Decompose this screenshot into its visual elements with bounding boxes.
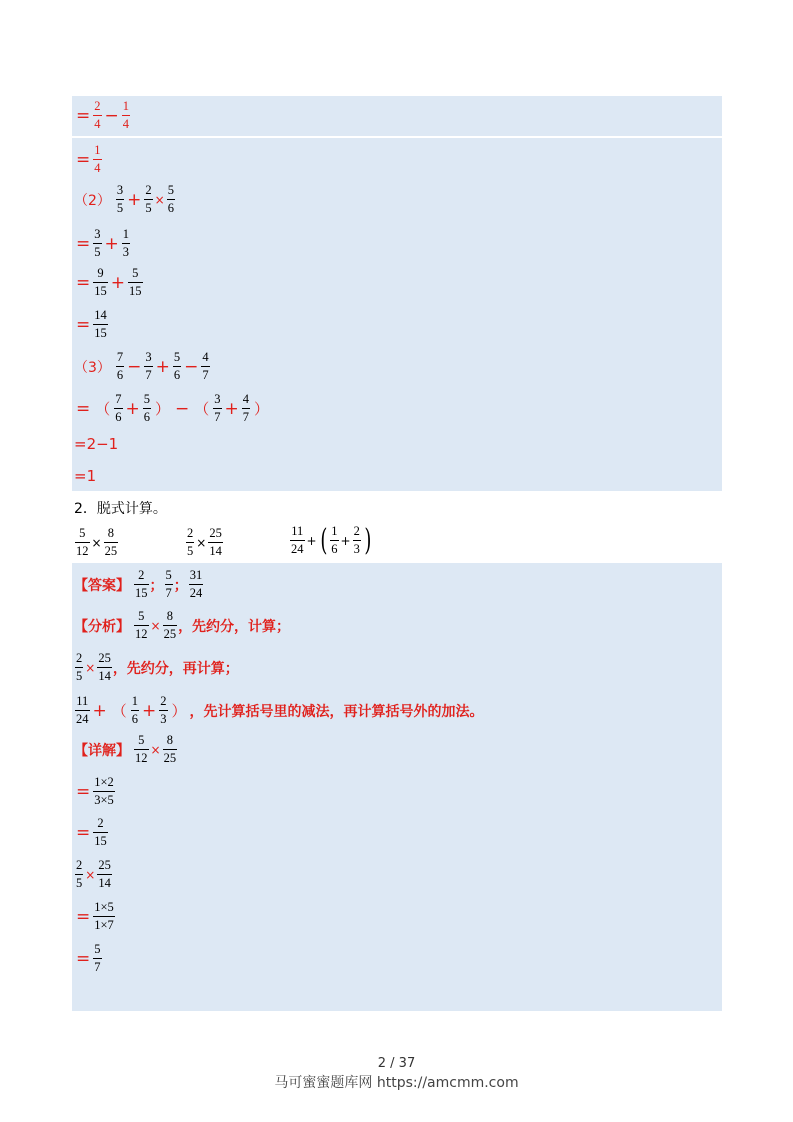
fraction: $\frac{1}{4}$ (94, 143, 101, 175)
equals-sign: = (76, 272, 91, 293)
step-line (74, 350, 211, 383)
fraction: $\frac{8}{25}$ (163, 733, 177, 765)
fraction: $\frac{5}{12}$ (135, 609, 148, 641)
fraction: $\frac{1}{4}$ (122, 99, 129, 131)
site-watermark[interactable]: 马可蜜蜜题库网 https://amcmm.com (274, 1075, 519, 1091)
step-line (74, 775, 116, 808)
fraction: $\frac{4}{7}$ (242, 392, 250, 424)
step-line (74, 266, 144, 299)
left-paren: （ (95, 400, 111, 418)
operator: × (150, 742, 161, 757)
operator: × (154, 192, 165, 207)
operator: − (175, 398, 190, 419)
question-expression-3 (289, 524, 374, 557)
question-heading: 2．脱式计算。 (74, 501, 167, 517)
step-line (74, 900, 116, 933)
fraction: $\frac{1}{6}$ (131, 694, 139, 726)
operator: + (127, 189, 142, 210)
operator: × (196, 535, 207, 550)
fraction: $\frac{1}{3}$ (122, 227, 129, 259)
right-paren: ） (171, 702, 187, 720)
step-line (74, 392, 272, 425)
fraction: $\frac{4}{7}$ (202, 350, 209, 382)
equals-sign: = (76, 781, 91, 802)
part-label: （3） (74, 359, 111, 376)
equals-sign: = (76, 149, 91, 170)
fraction: $\frac{2}{5}$ (76, 858, 83, 890)
operator: × (150, 618, 161, 633)
operator: + (110, 272, 125, 293)
fraction: $\frac{1\times 5}{1\times 7}$ (94, 900, 114, 932)
fraction: $\frac{25}{14}$ (98, 651, 111, 683)
fraction: $\frac{2}{15}$ (94, 816, 107, 848)
equals-sign: = (76, 105, 91, 126)
step-text: =1 (74, 467, 97, 485)
operator: + (155, 356, 170, 377)
equals-sign: = (76, 822, 91, 843)
equals-sign: = (76, 906, 91, 927)
separator: ； (149, 577, 164, 594)
fraction: $\frac{14}{15}$ (94, 308, 107, 340)
answer-line (74, 568, 204, 601)
fraction: $\frac{5}{15}$ (129, 266, 142, 298)
separator: ； (173, 577, 188, 594)
part-label: （2） (74, 192, 111, 209)
fraction: $\frac{3}{7}$ (145, 350, 152, 382)
analysis-line (74, 609, 290, 642)
fraction: $\frac{5}{12}$ (76, 526, 89, 558)
operator: + (224, 398, 239, 419)
operator: − (184, 356, 199, 377)
step-line (74, 816, 109, 849)
operator: + (306, 533, 317, 548)
fraction: $\frac{2}{3}$ (160, 694, 167, 726)
equals-sign: = (76, 948, 91, 969)
solution-panel-top (72, 96, 722, 136)
fraction: $\frac{2}{5}$ (145, 183, 152, 215)
fraction: $\frac{5}{6}$ (173, 350, 181, 382)
fraction: $\frac{8}{25}$ (163, 609, 177, 641)
fraction: $\frac{11}{24}$ (291, 524, 304, 556)
operator: − (127, 356, 142, 377)
operator: + (125, 398, 140, 419)
question-expression-2 (185, 526, 224, 559)
fraction: $\frac{3}{5}$ (94, 227, 101, 259)
fraction: $\frac{2}{5}$ (187, 526, 194, 558)
analysis-line (74, 694, 484, 727)
operator: × (85, 660, 96, 675)
fraction: $\frac{5}{6}$ (167, 183, 174, 215)
fraction: $\frac{5}{7}$ (165, 568, 172, 600)
fraction: $\frac{2}{15}$ (135, 568, 148, 600)
equals-sign: = (76, 398, 91, 419)
step-line (74, 99, 131, 132)
operator: − (104, 105, 119, 126)
fraction: $\frac{1\times 2}{3\times 5}$ (94, 775, 114, 807)
operator: × (85, 867, 96, 882)
step-line (74, 858, 113, 891)
fraction: $\frac{8}{25}$ (104, 526, 118, 558)
fraction: $\frac{1}{6}$ (331, 524, 338, 556)
detail-line (74, 733, 178, 766)
analysis-text: ，先计算括号里的减法，再计算括号外的加法。 (189, 703, 484, 720)
fraction: $\frac{2}{4}$ (94, 99, 101, 131)
right-paren: ) (364, 522, 372, 558)
operator: + (104, 233, 119, 254)
operator: + (142, 700, 157, 721)
fraction: $\frac{5}{7}$ (94, 942, 101, 974)
fraction: $\frac{7}{6}$ (116, 350, 124, 382)
fraction: $\frac{5}{6}$ (143, 392, 151, 424)
fraction: $\frac{11}{24}$ (76, 694, 89, 726)
right-paren: ） (155, 400, 171, 418)
fraction: $\frac{25}{14}$ (98, 858, 111, 890)
fraction: $\frac{3}{7}$ (214, 392, 221, 424)
operator: + (340, 533, 351, 548)
operator: × (91, 535, 102, 550)
step-line (74, 143, 103, 176)
fraction: $\frac{9}{15}$ (94, 266, 107, 298)
equals-sign: = (76, 314, 91, 335)
step-line (74, 942, 103, 975)
step-line (74, 467, 96, 485)
fraction: $\frac{5}{12}$ (135, 733, 148, 765)
fraction: $\frac{7}{6}$ (115, 392, 122, 424)
fraction: $\frac{31}{24}$ (189, 568, 203, 600)
fraction: $\frac{25}{14}$ (209, 526, 222, 558)
fraction: $\frac{2}{3}$ (353, 524, 360, 556)
page-number: 2 / 37 (377, 1056, 416, 1071)
equals-sign: = (76, 233, 91, 254)
step-line (74, 435, 118, 453)
fraction: $\frac{3}{5}$ (116, 183, 124, 215)
analysis-tag: 【分析】 (74, 618, 130, 635)
step-text: =2−1 (74, 435, 119, 453)
fraction: $\frac{2}{5}$ (76, 651, 83, 683)
left-paren: ( (319, 522, 327, 558)
question-expression-1 (74, 526, 119, 559)
analysis-line (74, 651, 239, 684)
analysis-text: ，先约分，再计算； (112, 660, 239, 677)
answer-tag: 【答案】 (74, 577, 130, 594)
left-paren: （ (194, 400, 210, 418)
operator: + (92, 700, 107, 721)
step-line (74, 227, 131, 260)
detail-tag: 【详解】 (74, 742, 130, 759)
left-paren: （ (111, 702, 127, 720)
step-line (74, 183, 176, 216)
step-line (74, 308, 109, 341)
analysis-text: ，先约分，计算； (178, 618, 291, 635)
right-paren: ） (254, 400, 270, 418)
